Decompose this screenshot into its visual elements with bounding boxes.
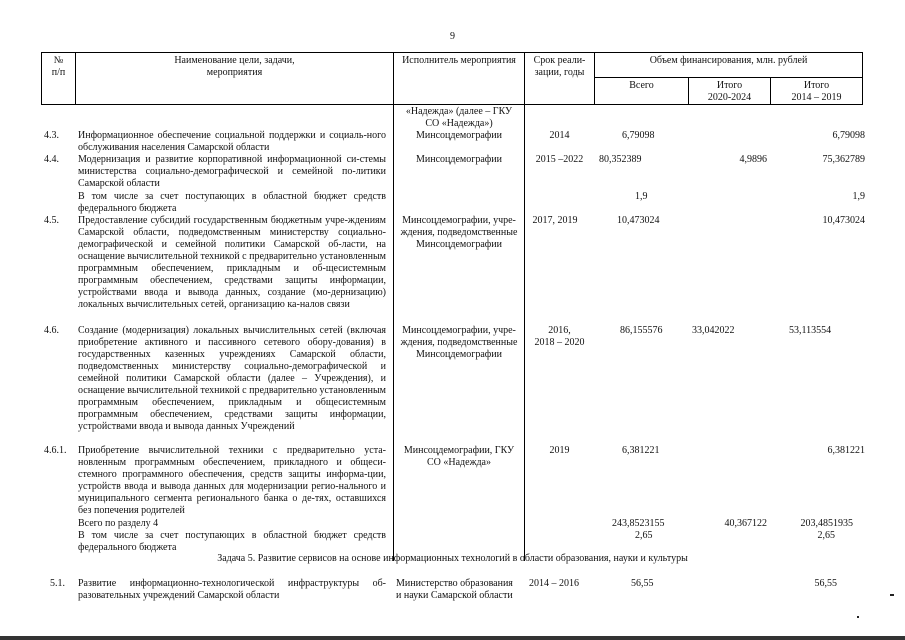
row-total-2020-2024: 33,042022 [692, 325, 735, 336]
row-num: 4.3. [44, 130, 59, 141]
header-bottom-border [41, 104, 863, 105]
table-top-border [41, 52, 863, 53]
row-total-2014-2019: 53,113554 [789, 325, 832, 336]
row-total: 56,55 [631, 578, 654, 589]
section-total-value: 243,8523155 [612, 518, 665, 529]
header-total-2014-2019: Итого 2014 – 2019 [791, 80, 842, 103]
section-total-federal-value: 2,65 [635, 530, 653, 541]
row-name: Развитие информационно-технологической инфраструктуры об-разовательных учреждений Самарской области [78, 578, 386, 601]
header-executor: Исполнитель мероприятия [402, 55, 516, 66]
row-total-2014-2019: 6,381221 [827, 445, 865, 456]
row-total-2014-2019: 6,79098 [832, 130, 865, 141]
table-right-border [862, 52, 863, 105]
section-total-2014-2019: 203,4851935 [800, 518, 853, 529]
row-term: 2017, 2019 [532, 215, 578, 226]
col-divider-executor [524, 52, 525, 561]
row-executor: Минсоцдемографии, учре-ждения, подведомственные Минсоцдемографии [400, 325, 518, 360]
row-total-2014-2019: 10,473024 [822, 215, 865, 226]
header-name: Наименование цели, задачи, мероприятия [174, 55, 295, 78]
row-name: Приобретение вычислительной техники с предварительно уста-новленным программным обеспечением, прикладного и общеси-стемного программного обеспечения, средств защиты информа-ции, устройств ввода и вывода данных для модернизации регио-нального и муниципального сегмента регионального банка о де-тях, оставшихся без попечения родителей [78, 445, 386, 516]
row-executor: Министерство образования и науки Самарской области [396, 578, 513, 601]
row-total: 1,9 [635, 191, 648, 202]
row-total: 6,381221 [622, 445, 660, 456]
header-term: Срок реали- зации, годы [533, 55, 586, 78]
scan-edge-mark [857, 616, 859, 618]
row-num: 4.4. [44, 154, 59, 165]
section-total-2020-2024: 40,367122 [724, 518, 767, 529]
funding-subheader-line [594, 77, 863, 78]
continuation-executor: «Надежда» (далее – ГКУ СО «Надежда») [405, 106, 513, 129]
section-total-federal-label: В том числе за счет поступающих в областной бюджет средств федерального бюджета [78, 530, 386, 553]
row-total-2020-2024: 4,9896 [739, 154, 767, 165]
row-term: 2014 – 2016 [529, 578, 579, 589]
row-name: Создание (модернизация) локальных вычислительных сетей (включая приобретение активного и пассивного сетевого обору-дования) в государственных казенных учреждениях Самарской области, подведомственных министерству социально-демографической и семейной политики Самарской области (далее – Учреждения), и оснащение вычислительной техникой с предварительно установленным программным обеспечением, прикладным и общесистемным программным обеспечением, средствами защиты информации, устройствами ввода и вывода данных Учреждений [78, 325, 386, 432]
scan-edge-mark [890, 594, 894, 596]
row-executor: Минсоцдемографии [416, 154, 502, 165]
row-total-2014-2019: 56,55 [814, 578, 837, 589]
header-funding: Объем финансирования, млн. рублей [649, 55, 808, 66]
row-total: 6,79098 [622, 130, 655, 141]
row-total-2014-2019: 1,9 [852, 191, 865, 202]
row-total-2014-2019: 75,362789 [822, 154, 865, 165]
row-num: 4.6.1. [44, 445, 67, 456]
row-total: 86,155576 [620, 325, 663, 336]
row-executor: Минсоцдемографии, учре-ждения, подведомственные Минсоцдемографии [400, 215, 518, 250]
row-num: 5.1. [50, 578, 65, 589]
row-term: 2015 –2022 [535, 154, 584, 165]
row-num: 4.6. [44, 325, 59, 336]
scan-edge-mark [0, 636, 905, 640]
header-total-2020-2024: Итого 2020-2024 [707, 80, 752, 103]
row-name: Модернизация и развитие корпоративной информационной си-стемы министерства социально-демографической и семейной по-литики Самарской области [78, 154, 386, 189]
row-num: 4.5. [44, 215, 59, 226]
row-total: 10,473024 [617, 215, 660, 226]
task-heading: Задача 5. Развитие сервисов на основе информационных технологий в области образования, науки и культуры [217, 553, 688, 564]
row-name: Предоставление субсидий государственным бюджетным учре-ждениям Самарской области, подведомственным министерству социально-демографической и семейной политики Самарской об-ласти, на оснащение вычислительной техникой с предварительно установленным программным обеспечением, прикладным и об-щесистемным программным обеспечением, средствами защиты информации, устройствами ввода и вывода данных, создание (мо-дернизацию) локальных вычислительных сетей, организацию ка-налов связи [78, 215, 386, 310]
row-executor: Минсоцдемографии, ГКУ СО «Надежда» [403, 445, 515, 468]
section-total-label: Всего по разделу 4 [78, 518, 159, 529]
row-executor: Минсоцдемографии [416, 130, 502, 141]
section-total-2014-2019-federal: 2,65 [817, 530, 835, 541]
page-number: 9 [450, 31, 455, 42]
header-num: № п/п [51, 55, 66, 78]
row-term: 2014 [549, 130, 570, 141]
header-total: Всего [629, 80, 654, 91]
row-name: В том числе за счет поступающих в областной бюджет средств федерального бюджета [78, 191, 386, 214]
row-term: 2019 [549, 445, 570, 456]
row-term: 2016, 2018 – 2020 [534, 325, 585, 348]
row-name: Информационное обеспечение социальной поддержки и социаль-ного обслуживания населения Самарской области [78, 130, 386, 153]
row-total: 80,352389 [599, 154, 642, 165]
